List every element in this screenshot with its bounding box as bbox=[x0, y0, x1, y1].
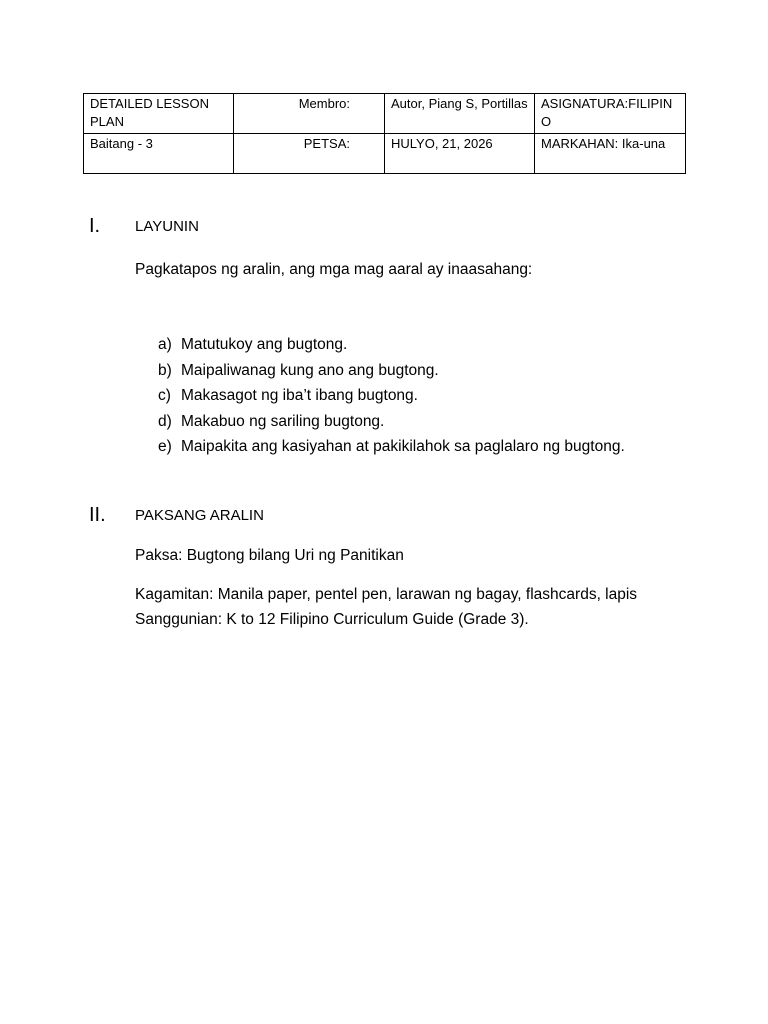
paksa-line: Paksa: Bugtong bilang Uri ng Panitikan bbox=[135, 547, 404, 564]
table-row bbox=[84, 94, 686, 134]
section-2-number: II. bbox=[89, 504, 106, 526]
objectives-list bbox=[135, 332, 625, 460]
list-text: Maipaliwanag kung ano ang bugtong. bbox=[181, 361, 439, 379]
table-cell-plan-type: DETAILED LESSON PLAN bbox=[84, 94, 234, 134]
list-text: Maipakita ang kasiyahan at pakikilahok sa paglalaro ng bugtong. bbox=[181, 438, 625, 455]
section-1-title: LAYUNIN bbox=[135, 218, 199, 235]
lesson-info-table bbox=[83, 93, 686, 174]
table-cell-subject: ASIGNATURA:FILIPINO bbox=[535, 94, 686, 134]
list-item bbox=[135, 332, 625, 358]
table-row bbox=[84, 134, 686, 174]
table-cell-author: Autor, Piang S, Portillas bbox=[385, 94, 535, 134]
section-1-number: I. bbox=[89, 215, 101, 237]
list-marker: e) bbox=[158, 438, 172, 455]
list-item bbox=[135, 358, 625, 384]
list-text: Makabuo ng sariling bugtong. bbox=[181, 412, 385, 430]
section-1-intro: Pagkatapos ng aralin, ang mga mag aaral ay inaasahang: bbox=[135, 261, 533, 278]
list-text: Makasagot ng iba’t ibang bugtong. bbox=[181, 387, 418, 404]
kagamitan-line: Kagamitan: Manila paper, pentel pen, larawan ng bagay, flashcards, lapis bbox=[135, 586, 638, 603]
sanggunian-line: Sanggunian: K to 12 Filipino Curriculum Guide (Grade 3). bbox=[135, 611, 529, 628]
list-item bbox=[135, 409, 625, 435]
table-cell-membro-label: Membro: bbox=[234, 94, 385, 134]
list-text: Matutukoy ang bugtong. bbox=[181, 336, 348, 353]
list-marker: a) bbox=[158, 336, 172, 353]
list-item bbox=[135, 383, 625, 409]
list-marker: c) bbox=[158, 387, 171, 404]
list-item bbox=[135, 434, 625, 460]
list-marker: d) bbox=[158, 412, 172, 430]
table-cell-quarter: MARKAHAN: Ika-una bbox=[535, 134, 686, 174]
list-marker: b) bbox=[158, 361, 172, 379]
section-2-title: PAKSANG ARALIN bbox=[135, 507, 264, 524]
table-cell-petsa-label: PETSA: bbox=[234, 134, 385, 174]
table-cell-date: HULYO, 21, 2026 bbox=[385, 134, 535, 174]
table-cell-grade: Baitang - 3 bbox=[84, 134, 234, 174]
